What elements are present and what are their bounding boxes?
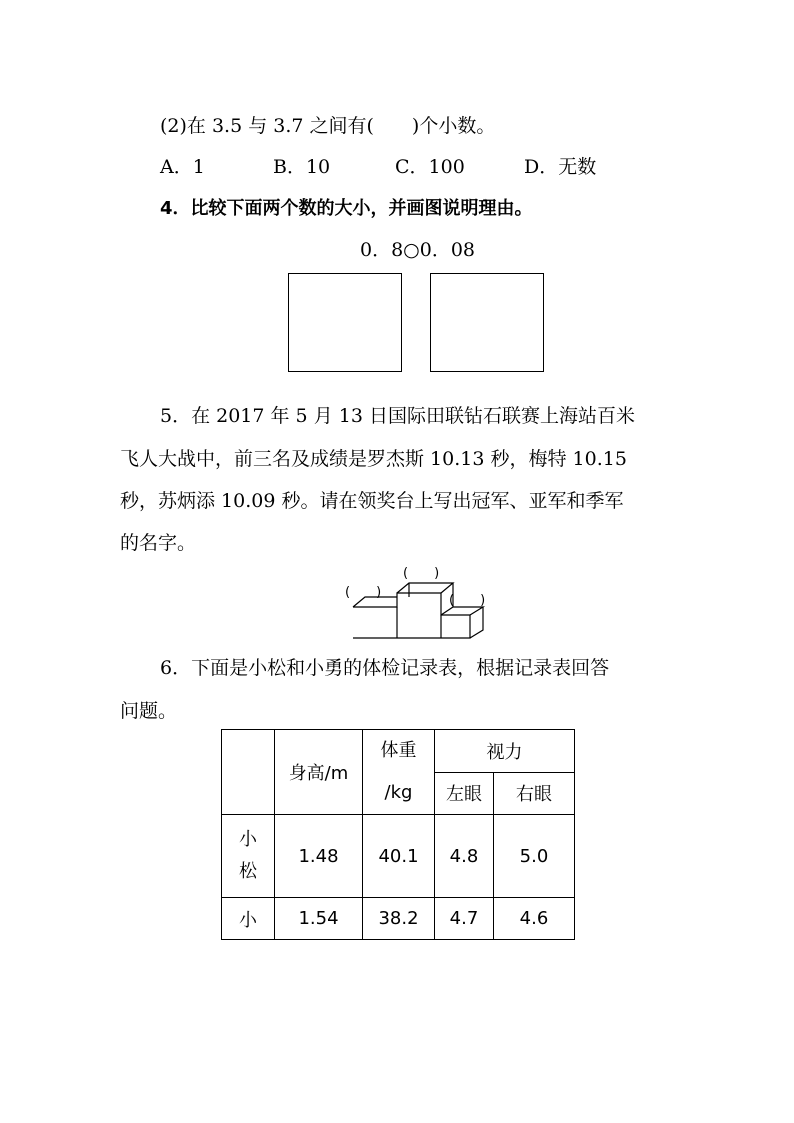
q3-2-option-d: D．无数	[524, 156, 597, 178]
podium-blank-center[interactable]: ( )	[403, 566, 440, 581]
q3-2-option-c: C．100	[395, 156, 465, 178]
table-corner-cell	[222, 730, 275, 815]
header-weight-line-1: 体重	[380, 740, 417, 761]
podium-blank-left[interactable]: ( )	[345, 585, 382, 600]
header-right-eye: 右眼	[494, 772, 575, 815]
table-row	[222, 815, 575, 898]
cell-right-eye: 5.0	[494, 815, 575, 898]
q5-line-4: 的名字。	[120, 532, 197, 554]
q4-drawing-box-right[interactable]	[430, 273, 544, 372]
cell-height: 1.54	[275, 898, 363, 940]
row-name-cell	[222, 898, 275, 940]
q6-line-2: 问题。	[120, 700, 178, 722]
q5-line-3: 秒，苏炳添 10.09 秒。请在领奖台上写出冠军、亚军和季军	[120, 490, 624, 512]
row-name-cell	[222, 815, 275, 898]
header-weight	[363, 730, 435, 815]
q5-line-1: 5．在 2017 年 5 月 13 日国际田联钻石联赛上海站百米	[160, 405, 635, 427]
cell-left-eye: 4.8	[435, 815, 494, 898]
q6-line-1: 6．下面是小松和小勇的体检记录表，根据记录表回答	[160, 657, 610, 679]
q3-2-option-a: A．1	[160, 156, 205, 178]
row-name-line-1: 小	[239, 829, 257, 850]
podium-diagram	[345, 563, 495, 643]
row-name-line-2: 松	[239, 861, 257, 882]
q3-2-option-b: B．10	[273, 156, 331, 178]
row-name-line-1: 小	[239, 909, 257, 931]
q4-stem: 4．比较下面两个数的大小，并画图说明理由。	[160, 198, 533, 219]
cell-right-eye: 4.6	[494, 898, 575, 940]
header-weight-line-2: /kg	[384, 782, 413, 803]
q4-drawing-box-left[interactable]	[288, 273, 402, 372]
header-left-eye: 左眼	[435, 772, 494, 815]
cell-weight: 40.1	[363, 815, 435, 898]
q4-expression: 0．8○0．08	[360, 239, 476, 261]
q5-line-2: 飞人大战中，前三名及成绩是罗杰斯 10.13 秒，梅特 10.15	[120, 448, 627, 470]
header-vision: 视力	[435, 730, 575, 773]
q3-2-stem: (2)在 3.5 与 3.7 之间有( )个小数。	[160, 115, 496, 137]
cell-weight: 38.2	[363, 898, 435, 940]
header-height: 身高/m	[275, 730, 363, 815]
podium-blank-right[interactable]: ( )	[449, 593, 486, 608]
health-record-table	[221, 729, 575, 940]
table-row	[222, 898, 575, 940]
cell-height: 1.48	[275, 815, 363, 898]
cell-left-eye: 4.7	[435, 898, 494, 940]
